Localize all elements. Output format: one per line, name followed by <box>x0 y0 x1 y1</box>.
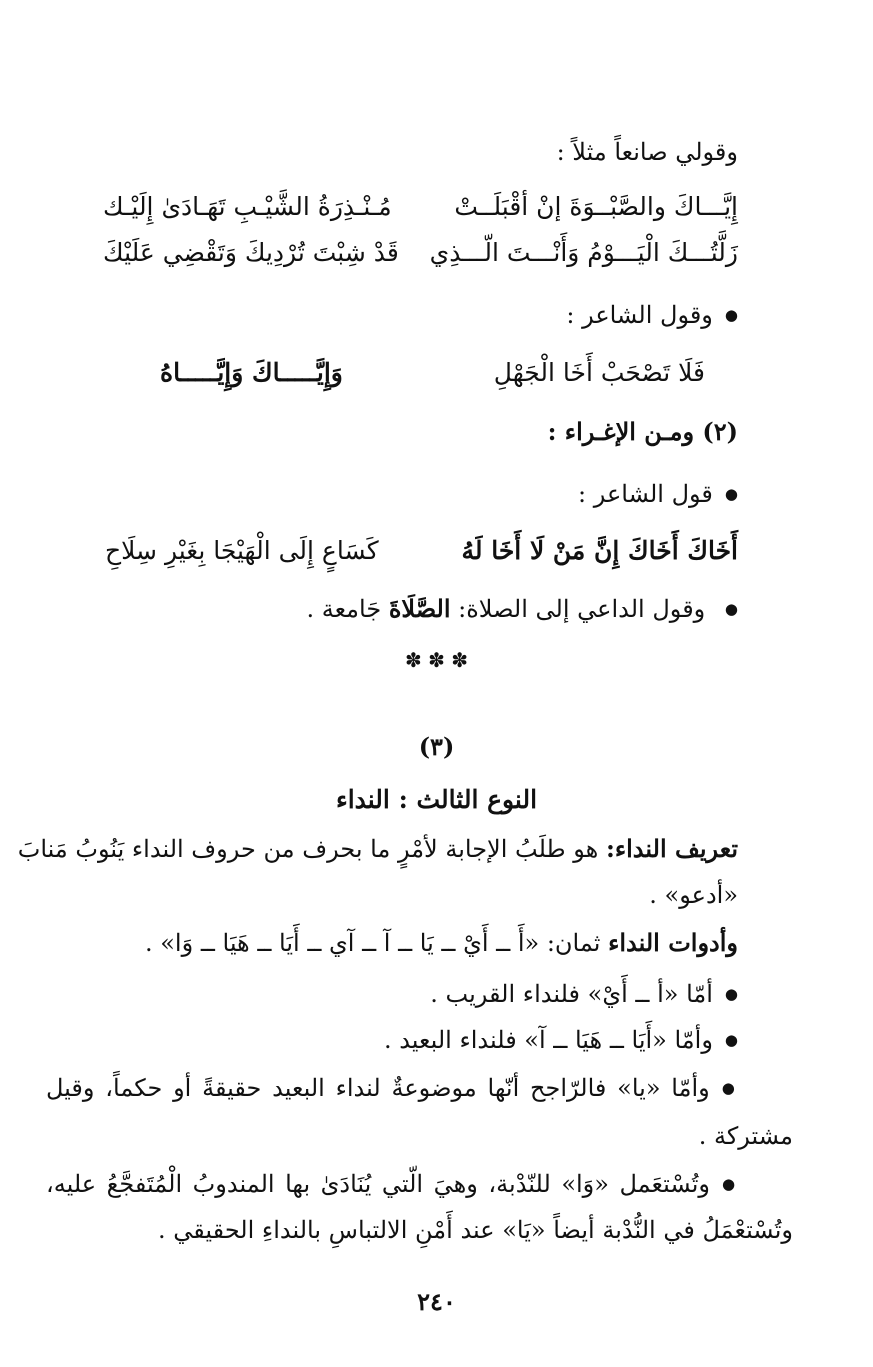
ya-line-2: مشتركة . <box>698 1122 793 1150</box>
tools-line <box>144 928 738 957</box>
section-separator: ✽ ✽ ✽ <box>405 648 468 672</box>
far-call-line: ● وأمّا «أَيَا ــ هَيَا ــ آ» فلنداء البعيد . <box>384 1028 738 1052</box>
verse-1-first-hemistich: إِيَّـــاكَ والصَّبْــوَةَ إنْ أقْبَلَــتْ <box>454 192 738 221</box>
verse-3-second-hemistich: وَإِيَّـــــاكَ وَإِيَّـــــاهُ <box>160 358 343 387</box>
verse-4-first-hemistich <box>462 538 739 563</box>
tools-text: ثمان: «أَ ــ أَيْ ــ يَا ــ آ ــ آي ــ أَيَا ــ هَيَا ــ وَا» . <box>144 929 601 957</box>
definition-term: تعريف النداء: <box>605 834 738 863</box>
intro-line: وقولي صانعاً مثلاً : <box>556 138 738 166</box>
caller-suffix: جَامعة . <box>306 595 382 623</box>
caller-prefix: وقول الداعي إلى الصلاة: <box>458 595 706 623</box>
section-2-title: ومـن الإغـراء : <box>547 417 695 446</box>
verse-1-second-hemistich: مُـنْـذِرَةُ الشَّيْـبِ تَهَـادَىٰ إِلَيْـك <box>103 192 392 221</box>
near-call-line: ● أمّا «أ ــ أَيْ» فلنداء القريب . <box>430 982 738 1006</box>
nudba-line-2: وتُسْتعْمَلُ في النُّدْبة أيضاً «يَا» عند أَمْنِ الالتباسِ بالنداءِ الحقيقي . <box>158 1216 793 1244</box>
verse-4-first-hemistich-text: أَخَاكَ أَخَاكَ إِنَّ مَنْ لَا أَخَا لَهُ <box>461 536 738 565</box>
caller-line <box>306 594 738 623</box>
poet-intro-1: ● وقول الشاعر : <box>566 303 738 327</box>
tools-term: وأدوات النداء <box>608 928 738 957</box>
section-2-heading <box>547 417 738 446</box>
ya-line-1: ● وأمّا «يا» فالرّاجح أنّها موضوعةٌ لنداء البعيد حقيقةً أو حكماً، وقيل <box>46 1076 738 1100</box>
definition-line-2: «أدعو» . <box>649 881 738 909</box>
caller-emphasis: الصَّلَاةَ <box>388 594 451 623</box>
section-2-number: (٢) <box>702 417 738 446</box>
chapter-title: النوع الثالث : النداء <box>335 785 538 814</box>
verse-2-second-hemistich: قَدْ شِبْتَ تُرْدِيكَ وَتَقْضِي عَلَيْكَ <box>103 238 399 267</box>
page-number: ٢٤٠ <box>417 1287 456 1316</box>
verse-4-second-hemistich: كَسَاعٍ إِلَى الْهَيْجَا بِغَيْرِ سِلَاحِ <box>105 536 379 565</box>
nudba-line-1: ● وتُسْتعَمل «وَا» للنّدْبة، وهيَ الّتي يُنَادَىٰ بها المندوبُ الْمُتَفجَّعُ عليه، <box>46 1172 738 1196</box>
verse-2-first-hemistich: زَلَّتُـــكَ الْيَـــوْمُ وَأَنْـــتَ الّـــذِي <box>429 238 738 267</box>
chapter-number: (٣) <box>418 732 455 761</box>
definition-line-1 <box>17 834 738 863</box>
verse-3-first-hemistich: فَلَا تَصْحَبْ أَخَا الْجَهْلِ <box>493 358 705 387</box>
poet-intro-2: ● قول الشاعر : <box>578 482 738 506</box>
definition-text: هو طلَبُ الإجابة لأمْرٍ ما بحرف من حروف النداء يَنُوبُ مَنابَ <box>17 835 599 863</box>
